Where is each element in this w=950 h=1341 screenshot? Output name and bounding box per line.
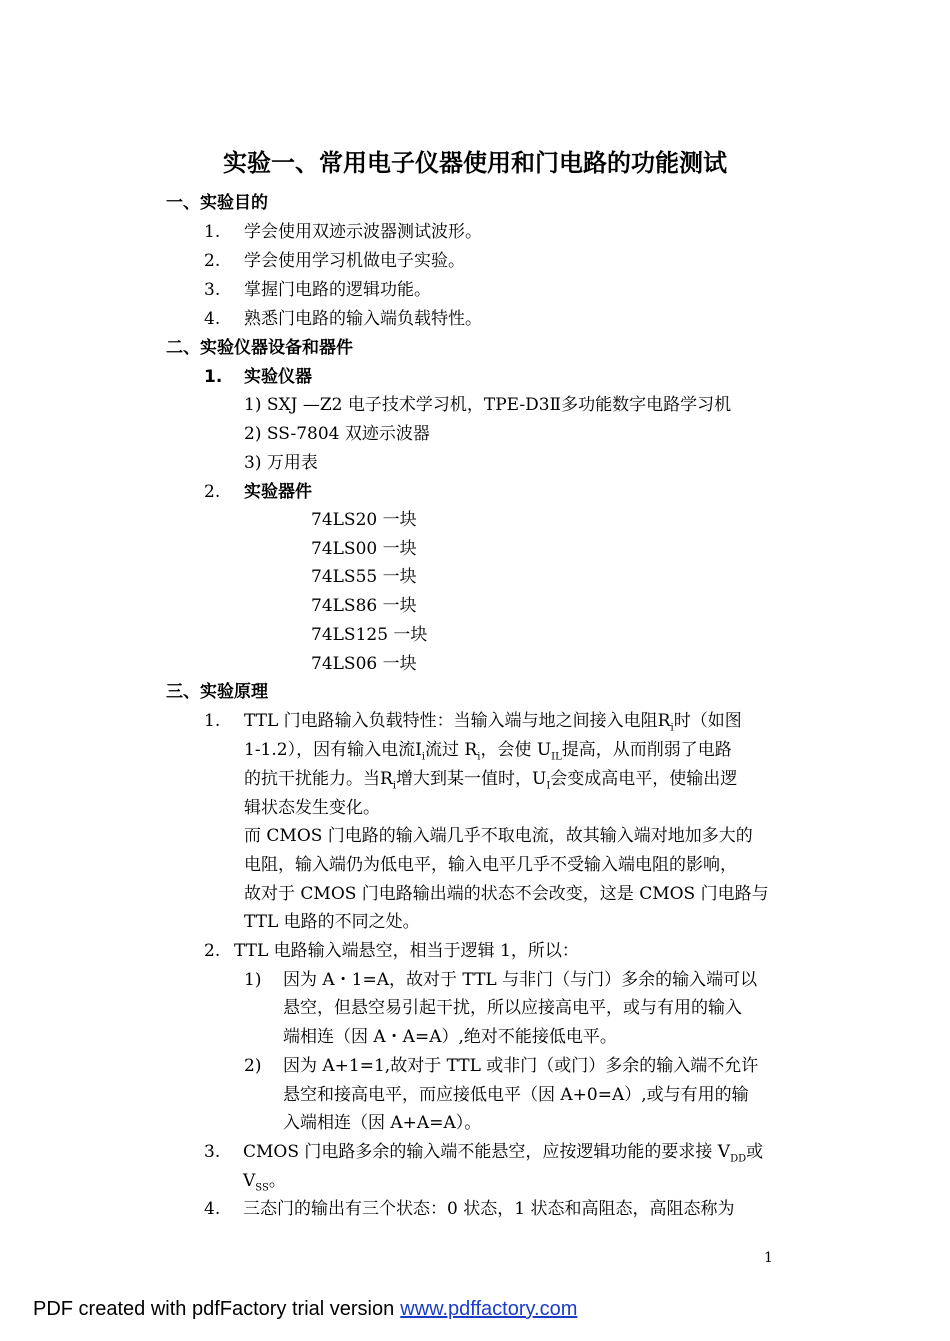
subheading-number: 2.	[204, 482, 221, 502]
paragraph-line: 辑状态发生变化。	[244, 798, 380, 818]
text-run: CMOS 门电路多余的输入端不能悬空，应按逻辑功能的要求接 V	[243, 1142, 731, 1162]
text-run: 流过 R	[425, 740, 478, 760]
footer-link[interactable]: www.pdffactory.com	[400, 1298, 578, 1320]
paragraph-line: TTL 电路的不同之处。	[244, 912, 420, 932]
component-item: 74LS55 一块	[311, 567, 417, 587]
paragraph-line: TTL 电路输入端悬空，相当于逻辑 1，所以：	[234, 941, 579, 961]
page-title: 实验一、常用电子仪器使用和门电路的功能测试	[223, 149, 727, 177]
text-run: V	[243, 1171, 256, 1191]
paragraph-line	[244, 768, 737, 797]
paragraph-number: 2.	[204, 941, 221, 961]
subheading-text: 实验器件	[244, 482, 312, 502]
paragraph-number: 4.	[204, 1199, 221, 1219]
subscript: DD	[730, 1153, 747, 1165]
text-run: ，会使 U	[480, 740, 552, 760]
paragraph-line: 因为 A+1=1,故对于 TTL 或非门（或门）多余的输入端不允许	[283, 1056, 759, 1076]
paragraph-line: 电阻，输入端仍为低电平，输入电平几乎不受输入端电阻的影响，	[244, 855, 737, 875]
pdf-footer	[33, 1298, 577, 1321]
subscript: SS	[255, 1182, 269, 1194]
paragraph-line	[244, 739, 732, 768]
text-run: 或	[746, 1142, 764, 1162]
list-item	[204, 221, 482, 243]
subheading-text: 实验仪器	[244, 367, 312, 387]
subscript: I	[546, 780, 551, 792]
paragraph-line: 端相连（因 A・A=A）,绝对不能接低电平。	[283, 1027, 617, 1047]
text-run: TTL 门电路输入负载特性：当输入端与地之间接入电阻R	[244, 711, 671, 731]
subscript: i	[477, 751, 481, 763]
component-item: 74LS06 一块	[311, 654, 417, 674]
list-number: 1.	[204, 222, 221, 242]
text-run: 提高，从而削弱了电路	[561, 740, 732, 760]
list-item	[204, 308, 482, 330]
text-run: 会变成高电平，使输出逻	[550, 769, 738, 789]
text-run: 。	[268, 1171, 286, 1191]
component-item: 74LS20 一块	[311, 510, 417, 530]
list-number: 2.	[204, 251, 221, 271]
subheading-number: 1.	[204, 367, 223, 387]
list-number: 4.	[204, 309, 221, 329]
footer-text: PDF created with pdfFactory trial version	[33, 1298, 395, 1320]
text-run: 的抗干扰能力。当R	[244, 769, 393, 789]
paragraph-line	[243, 1170, 286, 1199]
list-text: 学会使用双迹示波器测试波形。	[244, 222, 482, 242]
subheading-instruments	[204, 366, 312, 388]
component-item: 74LS00 一块	[311, 539, 417, 559]
text-run: 时（如图	[673, 711, 742, 731]
paragraph-line	[244, 710, 742, 739]
subscript: i	[392, 780, 397, 792]
paragraph-number: 3.	[204, 1142, 221, 1162]
paragraph-line: 入端相连（因 A+A=A）。	[283, 1113, 482, 1133]
section-heading-equipment: 二、实验仪器设备和器件	[166, 338, 353, 358]
paragraph-line: 悬空和接高电平，而应接低电平（因 A+0=A）,或与有用的输	[283, 1085, 749, 1105]
instrument-item: 3) 万用表	[244, 453, 318, 473]
text-run: 增大到某一值时，U	[396, 769, 547, 789]
component-item: 74LS86 一块	[311, 596, 417, 616]
paragraph-number: 1.	[204, 711, 221, 731]
paragraph-line: 悬空，但悬空易引起干扰，所以应接高电平，或与有用的输入	[283, 998, 742, 1018]
subheading-components	[204, 481, 312, 503]
sub-item-number: 1)	[244, 970, 262, 990]
text-run: 1-1.2），因有输入电流I	[244, 740, 422, 760]
paragraph-line	[243, 1141, 763, 1170]
paragraph-line: 因为 A・1=A，故对于 TTL 与非门（与门）多余的输入端可以	[283, 970, 758, 990]
subscript: IL	[551, 751, 562, 763]
page-number: 1	[764, 1250, 773, 1266]
list-item	[204, 250, 465, 272]
list-item	[204, 279, 431, 301]
section-heading-purpose: 一、实验目的	[166, 193, 268, 213]
instrument-item: 2) SS-7804 双迹示波器	[244, 424, 430, 444]
list-number: 3.	[204, 280, 221, 300]
instrument-item: 1) SXJ —Z2 电子技术学习机，TPE-D3Ⅱ多功能数字电路学习机	[244, 395, 732, 415]
sub-item-number: 2)	[244, 1056, 262, 1076]
list-text: 学会使用学习机做电子实验。	[244, 251, 465, 271]
component-item: 74LS125 一块	[311, 625, 428, 645]
paragraph-line: 故对于 CMOS 门电路输出端的状态不会改变，这是 CMOS 门电路与	[244, 884, 769, 904]
list-text: 掌握门电路的逻辑功能。	[244, 280, 431, 300]
subscript: i	[421, 751, 426, 763]
paragraph-line: 而 CMOS 门电路的输入端几乎不取电流，故其输入端对地加多大的	[244, 826, 753, 846]
section-heading-principle: 三、实验原理	[166, 682, 268, 702]
subscript: i	[670, 722, 674, 734]
paragraph-line: 三态门的输出有三个状态：0 状态，1 状态和高阻态，高阻态称为	[243, 1199, 735, 1219]
list-text: 熟悉门电路的输入端负载特性。	[244, 309, 482, 329]
